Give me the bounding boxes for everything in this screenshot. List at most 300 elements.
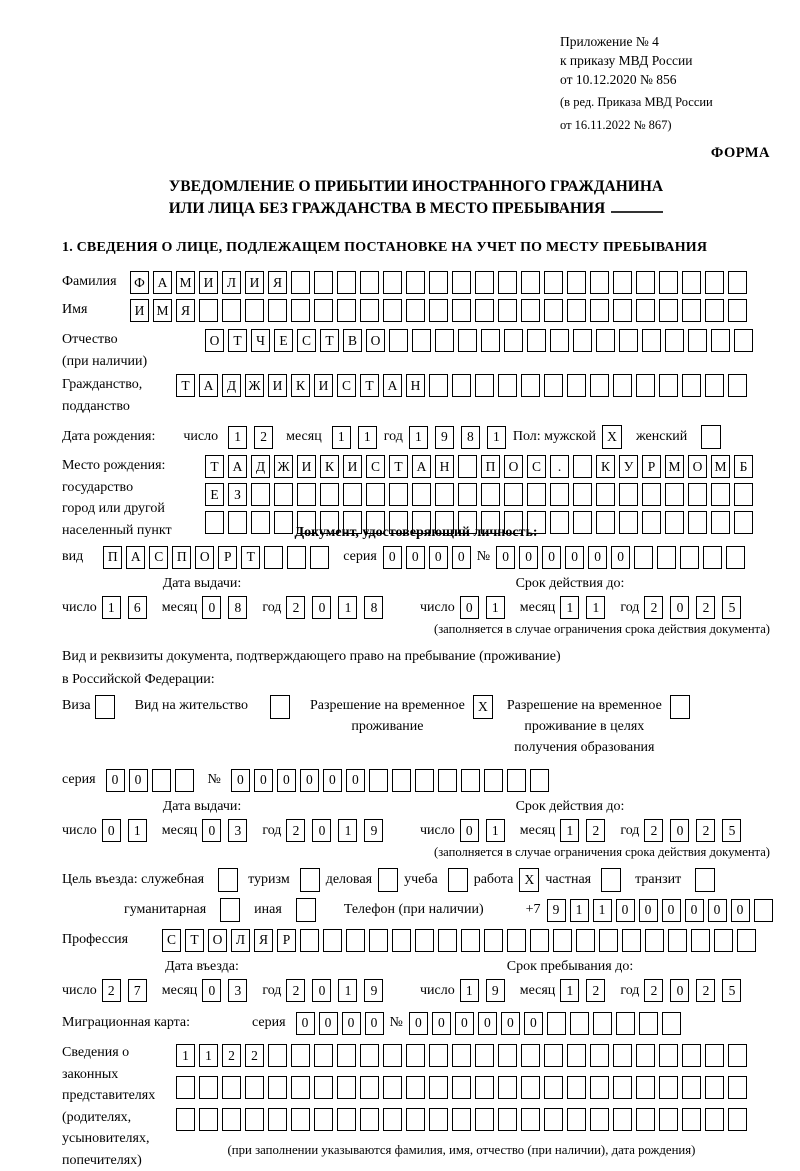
patronymic-cell[interactable]: Т xyxy=(320,329,339,352)
representatives-row1-cell[interactable]: 1 xyxy=(199,1044,218,1067)
name-cell[interactable] xyxy=(659,299,678,322)
citizenship-cell[interactable]: Т xyxy=(360,374,379,397)
entry-year-cell[interactable]: 0 xyxy=(312,979,331,1002)
permit-number-cell[interactable] xyxy=(392,769,411,792)
citizenship-cell[interactable]: И xyxy=(268,374,287,397)
profession-cell[interactable] xyxy=(415,929,434,952)
permit-issue-month-cell[interactable]: 3 xyxy=(228,819,247,842)
permit-series-cell[interactable] xyxy=(175,769,194,792)
doc-valid-day-cell[interactable]: 0 xyxy=(460,596,479,619)
citizenship-cell[interactable]: А xyxy=(383,374,402,397)
representatives-row3-cell[interactable] xyxy=(314,1108,333,1131)
citizenship-cell[interactable]: Н xyxy=(406,374,425,397)
name-cell[interactable] xyxy=(291,299,310,322)
citizenship-cell[interactable] xyxy=(590,374,609,397)
representatives-row2-cell[interactable] xyxy=(728,1076,747,1099)
phone-cell[interactable]: 0 xyxy=(708,899,727,922)
name-cell[interactable] xyxy=(521,299,540,322)
representatives-row2-cell[interactable] xyxy=(360,1076,379,1099)
surname-cell[interactable] xyxy=(728,271,747,294)
name-cell[interactable] xyxy=(705,299,724,322)
doc-valid-year-cell[interactable]: 2 xyxy=(696,596,715,619)
permit-valid-year-cell[interactable]: 2 xyxy=(696,819,715,842)
representatives-row1-cell[interactable] xyxy=(590,1044,609,1067)
birth-place-row1-cell[interactable]: С xyxy=(366,455,385,478)
profession-cell[interactable] xyxy=(599,929,618,952)
permit-number-cell[interactable]: 0 xyxy=(254,769,273,792)
doc-series-cell[interactable]: 0 xyxy=(406,546,425,569)
representatives-row2-cell[interactable] xyxy=(383,1076,402,1099)
birth-place-row1-cell[interactable]: У xyxy=(619,455,638,478)
representatives-row2-cell[interactable] xyxy=(176,1076,195,1099)
citizenship-cell[interactable]: А xyxy=(199,374,218,397)
permit-number-cell[interactable] xyxy=(415,769,434,792)
representatives-row2-cell[interactable] xyxy=(406,1076,425,1099)
representatives-row1-cell[interactable] xyxy=(728,1044,747,1067)
birth-place-row1-cell[interactable]: Т xyxy=(389,455,408,478)
birth-place-row3-cell[interactable] xyxy=(274,511,293,534)
doc-type-cell[interactable] xyxy=(264,546,283,569)
doc-number-cell[interactable] xyxy=(634,546,653,569)
permit-series-cell[interactable]: 0 xyxy=(129,769,148,792)
citizenship-cell[interactable] xyxy=(475,374,494,397)
citizenship-cell[interactable] xyxy=(636,374,655,397)
citizenship-cell[interactable] xyxy=(659,374,678,397)
profession-cell[interactable] xyxy=(438,929,457,952)
surname-cell[interactable] xyxy=(705,271,724,294)
birth-place-row3-cell[interactable] xyxy=(573,511,592,534)
name-cell[interactable] xyxy=(314,299,333,322)
representatives-row2-cell[interactable] xyxy=(337,1076,356,1099)
patronymic-cell[interactable] xyxy=(619,329,638,352)
birth-place-row1-cell[interactable] xyxy=(573,455,592,478)
profession-cell[interactable] xyxy=(737,929,756,952)
representatives-row3-cell[interactable] xyxy=(452,1108,471,1131)
name-cell[interactable] xyxy=(452,299,471,322)
birth-place-row1-cell[interactable]: К xyxy=(320,455,339,478)
birth-place-row3-cell[interactable] xyxy=(665,511,684,534)
representatives-row1-cell[interactable]: 2 xyxy=(245,1044,264,1067)
citizenship-cell[interactable]: Ж xyxy=(245,374,264,397)
permit-valid-year-cell[interactable]: 5 xyxy=(722,819,741,842)
representatives-row1-cell[interactable] xyxy=(429,1044,448,1067)
birth-place-row2-cell[interactable]: Е xyxy=(205,483,224,506)
birth-place-row1-cell[interactable]: И xyxy=(297,455,316,478)
entry-month-cell[interactable]: 3 xyxy=(228,979,247,1002)
patronymic-cell[interactable]: О xyxy=(205,329,224,352)
surname-cell[interactable] xyxy=(544,271,563,294)
phone-cell[interactable]: 0 xyxy=(685,899,704,922)
doc-type-cell[interactable]: Т xyxy=(241,546,260,569)
representatives-row1-cell[interactable] xyxy=(360,1044,379,1067)
purpose-tourism-cell[interactable] xyxy=(300,868,320,892)
representatives-row1-cell[interactable] xyxy=(383,1044,402,1067)
patronymic-cell[interactable]: О xyxy=(366,329,385,352)
representatives-row3-cell[interactable] xyxy=(176,1108,195,1131)
citizenship-cell[interactable] xyxy=(521,374,540,397)
profession-cell[interactable]: Л xyxy=(231,929,250,952)
name-cell[interactable] xyxy=(245,299,264,322)
citizenship-cell[interactable] xyxy=(429,374,448,397)
doc-valid-year-cell[interactable]: 2 xyxy=(644,596,663,619)
profession-cell[interactable] xyxy=(484,929,503,952)
permit-number-cell[interactable] xyxy=(461,769,480,792)
representatives-row3-cell[interactable] xyxy=(383,1108,402,1131)
doc-issue-day-cell[interactable]: 6 xyxy=(128,596,147,619)
birth-place-row2-cell[interactable] xyxy=(665,483,684,506)
residence-permit-cell[interactable] xyxy=(270,695,290,719)
representatives-row3-cell[interactable] xyxy=(636,1108,655,1131)
profession-cell[interactable]: Я xyxy=(254,929,273,952)
birth-place-row3-cell[interactable] xyxy=(688,511,707,534)
doc-series-cell[interactable]: 0 xyxy=(383,546,402,569)
birth-place-row3-cell[interactable] xyxy=(228,511,247,534)
stay-month-cell[interactable]: 2 xyxy=(586,979,605,1002)
profession-cell[interactable]: Р xyxy=(277,929,296,952)
surname-cell[interactable]: И xyxy=(245,271,264,294)
birth-place-row1-cell[interactable]: О xyxy=(688,455,707,478)
sex-male-cell[interactable]: X xyxy=(602,425,622,449)
birth-place-row2-cell[interactable] xyxy=(504,483,523,506)
entry-year-cell[interactable]: 1 xyxy=(338,979,357,1002)
profession-cell[interactable] xyxy=(346,929,365,952)
migcard-number-cell[interactable] xyxy=(593,1012,612,1035)
surname-cell[interactable]: А xyxy=(153,271,172,294)
representatives-row1-cell[interactable] xyxy=(613,1044,632,1067)
doc-issue-year-cell[interactable]: 8 xyxy=(364,596,383,619)
representatives-row1-cell[interactable] xyxy=(498,1044,517,1067)
profession-cell[interactable] xyxy=(622,929,641,952)
representatives-row1-cell[interactable] xyxy=(636,1044,655,1067)
surname-cell[interactable] xyxy=(475,271,494,294)
birth-place-row2-cell[interactable] xyxy=(389,483,408,506)
doc-type-cell[interactable]: А xyxy=(126,546,145,569)
phone-cell[interactable]: 0 xyxy=(731,899,750,922)
entry-day-cell[interactable]: 7 xyxy=(128,979,147,1002)
phone-cell[interactable]: 1 xyxy=(570,899,589,922)
phone-cell[interactable]: 9 xyxy=(547,899,566,922)
name-cell[interactable]: Я xyxy=(176,299,195,322)
doc-type-cell[interactable] xyxy=(310,546,329,569)
citizenship-cell[interactable]: И xyxy=(314,374,333,397)
phone-cell[interactable]: 0 xyxy=(639,899,658,922)
permit-issue-year-cell[interactable]: 1 xyxy=(338,819,357,842)
doc-issue-year-cell[interactable]: 2 xyxy=(286,596,305,619)
patronymic-cell[interactable]: В xyxy=(343,329,362,352)
name-cell[interactable] xyxy=(728,299,747,322)
name-cell[interactable] xyxy=(268,299,287,322)
surname-cell[interactable] xyxy=(360,271,379,294)
patronymic-cell[interactable]: Е xyxy=(274,329,293,352)
birth-place-row1-cell[interactable]: О xyxy=(504,455,523,478)
phone-cell[interactable]: 0 xyxy=(662,899,681,922)
dob-year-cell[interactable]: 1 xyxy=(409,426,428,449)
surname-cell[interactable]: Л xyxy=(222,271,241,294)
birth-place-row1-cell[interactable] xyxy=(458,455,477,478)
dob-month-cell[interactable]: 1 xyxy=(358,426,377,449)
surname-cell[interactable]: Я xyxy=(268,271,287,294)
permit-issue-year-cell[interactable]: 2 xyxy=(286,819,305,842)
birth-place-row1-cell[interactable]: А xyxy=(228,455,247,478)
citizenship-cell[interactable] xyxy=(613,374,632,397)
doc-issue-year-cell[interactable]: 1 xyxy=(338,596,357,619)
doc-valid-month-cell[interactable]: 1 xyxy=(560,596,579,619)
birth-place-row1-cell[interactable]: Н xyxy=(435,455,454,478)
representatives-row2-cell[interactable] xyxy=(613,1076,632,1099)
name-cell[interactable] xyxy=(544,299,563,322)
permit-number-cell[interactable]: 0 xyxy=(231,769,250,792)
birth-place-row1-cell[interactable]: Б xyxy=(734,455,753,478)
doc-number-cell[interactable] xyxy=(703,546,722,569)
birth-place-row2-cell[interactable] xyxy=(527,483,546,506)
profession-cell[interactable] xyxy=(576,929,595,952)
patronymic-cell[interactable] xyxy=(389,329,408,352)
birth-place-row1-cell[interactable]: М xyxy=(711,455,730,478)
representatives-row1-cell[interactable] xyxy=(268,1044,287,1067)
birth-place-row2-cell[interactable] xyxy=(619,483,638,506)
migcard-number-cell[interactable] xyxy=(616,1012,635,1035)
birth-place-row1-cell[interactable]: К xyxy=(596,455,615,478)
representatives-row3-cell[interactable] xyxy=(682,1108,701,1131)
representatives-row3-cell[interactable] xyxy=(475,1108,494,1131)
patronymic-cell[interactable] xyxy=(688,329,707,352)
representatives-row1-cell[interactable] xyxy=(291,1044,310,1067)
representatives-row2-cell[interactable] xyxy=(268,1076,287,1099)
patronymic-cell[interactable] xyxy=(734,329,753,352)
permit-series-cell[interactable] xyxy=(152,769,171,792)
representatives-row3-cell[interactable] xyxy=(567,1108,586,1131)
surname-cell[interactable] xyxy=(590,271,609,294)
profession-cell[interactable] xyxy=(461,929,480,952)
profession-cell[interactable] xyxy=(553,929,572,952)
citizenship-cell[interactable] xyxy=(728,374,747,397)
permit-issue-month-cell[interactable]: 0 xyxy=(202,819,221,842)
migcard-number-cell[interactable] xyxy=(639,1012,658,1035)
migcard-number-cell[interactable]: 0 xyxy=(478,1012,497,1035)
citizenship-cell[interactable] xyxy=(705,374,724,397)
surname-cell[interactable] xyxy=(337,271,356,294)
dob-year-cell[interactable]: 1 xyxy=(487,426,506,449)
permit-valid-day-cell[interactable]: 0 xyxy=(460,819,479,842)
representatives-row3-cell[interactable] xyxy=(498,1108,517,1131)
representatives-row2-cell[interactable] xyxy=(475,1076,494,1099)
doc-number-cell[interactable] xyxy=(680,546,699,569)
profession-cell[interactable] xyxy=(507,929,526,952)
surname-cell[interactable]: И xyxy=(199,271,218,294)
patronymic-cell[interactable] xyxy=(642,329,661,352)
name-cell[interactable] xyxy=(682,299,701,322)
doc-number-cell[interactable]: 0 xyxy=(542,546,561,569)
surname-cell[interactable] xyxy=(636,271,655,294)
profession-cell[interactable]: Т xyxy=(185,929,204,952)
doc-valid-day-cell[interactable]: 1 xyxy=(486,596,505,619)
purpose-transit-cell[interactable] xyxy=(695,868,715,892)
citizenship-cell[interactable]: С xyxy=(337,374,356,397)
doc-issue-month-cell[interactable]: 8 xyxy=(228,596,247,619)
phone-cell[interactable]: 0 xyxy=(616,899,635,922)
profession-cell[interactable] xyxy=(300,929,319,952)
migcard-number-cell[interactable]: 0 xyxy=(432,1012,451,1035)
dob-year-cell[interactable]: 9 xyxy=(435,426,454,449)
name-cell[interactable] xyxy=(498,299,517,322)
name-cell[interactable]: И xyxy=(130,299,149,322)
citizenship-cell[interactable] xyxy=(452,374,471,397)
birth-place-row3-cell[interactable] xyxy=(550,511,569,534)
permit-series-cell[interactable]: 0 xyxy=(106,769,125,792)
name-cell[interactable] xyxy=(337,299,356,322)
permit-issue-day-cell[interactable]: 0 xyxy=(102,819,121,842)
birth-place-row3-cell[interactable] xyxy=(711,511,730,534)
birth-place-row1-cell[interactable]: Д xyxy=(251,455,270,478)
permit-number-cell[interactable] xyxy=(369,769,388,792)
phone-cell[interactable] xyxy=(754,899,773,922)
doc-number-cell[interactable] xyxy=(726,546,745,569)
dob-day-cell[interactable]: 1 xyxy=(228,426,247,449)
patronymic-cell[interactable] xyxy=(596,329,615,352)
representatives-row1-cell[interactable] xyxy=(705,1044,724,1067)
representatives-row1-cell[interactable] xyxy=(314,1044,333,1067)
stay-year-cell[interactable]: 2 xyxy=(696,979,715,1002)
profession-cell[interactable] xyxy=(668,929,687,952)
birth-place-row2-cell[interactable] xyxy=(458,483,477,506)
representatives-row1-cell[interactable] xyxy=(567,1044,586,1067)
doc-number-cell[interactable]: 0 xyxy=(496,546,515,569)
stay-year-cell[interactable]: 0 xyxy=(670,979,689,1002)
profession-cell[interactable] xyxy=(714,929,733,952)
representatives-row3-cell[interactable] xyxy=(613,1108,632,1131)
entry-day-cell[interactable]: 2 xyxy=(102,979,121,1002)
birth-place-row1-cell[interactable]: . xyxy=(550,455,569,478)
representatives-row2-cell[interactable] xyxy=(544,1076,563,1099)
surname-cell[interactable] xyxy=(498,271,517,294)
migcard-number-cell[interactable] xyxy=(570,1012,589,1035)
profession-cell[interactable] xyxy=(392,929,411,952)
name-cell[interactable] xyxy=(406,299,425,322)
permit-valid-year-cell[interactable]: 0 xyxy=(670,819,689,842)
representatives-row2-cell[interactable] xyxy=(567,1076,586,1099)
migcard-number-cell[interactable]: 0 xyxy=(524,1012,543,1035)
representatives-row1-cell[interactable] xyxy=(682,1044,701,1067)
temp-permit-edu-cell[interactable] xyxy=(670,695,690,719)
representatives-row3-cell[interactable] xyxy=(728,1108,747,1131)
doc-type-cell[interactable]: Р xyxy=(218,546,237,569)
representatives-row2-cell[interactable] xyxy=(291,1076,310,1099)
name-cell[interactable] xyxy=(360,299,379,322)
dob-day-cell[interactable]: 2 xyxy=(254,426,273,449)
representatives-row1-cell[interactable] xyxy=(521,1044,540,1067)
entry-month-cell[interactable]: 0 xyxy=(202,979,221,1002)
stay-day-cell[interactable]: 1 xyxy=(460,979,479,1002)
representatives-row3-cell[interactable] xyxy=(245,1108,264,1131)
citizenship-cell[interactable]: Д xyxy=(222,374,241,397)
birth-place-row2-cell[interactable] xyxy=(435,483,454,506)
birth-place-row3-cell[interactable] xyxy=(596,511,615,534)
representatives-row1-cell[interactable]: 2 xyxy=(222,1044,241,1067)
stay-year-cell[interactable]: 5 xyxy=(722,979,741,1002)
representatives-row3-cell[interactable] xyxy=(544,1108,563,1131)
doc-series-cell[interactable]: 0 xyxy=(452,546,471,569)
doc-number-cell[interactable] xyxy=(657,546,676,569)
birth-place-row3-cell[interactable] xyxy=(734,511,753,534)
patronymic-cell[interactable]: С xyxy=(297,329,316,352)
permit-number-cell[interactable]: 0 xyxy=(300,769,319,792)
permit-issue-year-cell[interactable]: 9 xyxy=(364,819,383,842)
doc-issue-year-cell[interactable]: 0 xyxy=(312,596,331,619)
representatives-row3-cell[interactable] xyxy=(337,1108,356,1131)
patronymic-cell[interactable] xyxy=(527,329,546,352)
birth-place-row3-cell[interactable] xyxy=(619,511,638,534)
surname-cell[interactable] xyxy=(567,271,586,294)
birth-place-row2-cell[interactable] xyxy=(366,483,385,506)
citizenship-cell[interactable]: Т xyxy=(176,374,195,397)
representatives-row1-cell[interactable]: 1 xyxy=(176,1044,195,1067)
doc-type-cell[interactable]: П xyxy=(103,546,122,569)
birth-place-row1-cell[interactable]: С xyxy=(527,455,546,478)
representatives-row1-cell[interactable] xyxy=(337,1044,356,1067)
surname-cell[interactable] xyxy=(613,271,632,294)
surname-cell[interactable]: Ф xyxy=(130,271,149,294)
birth-place-row3-cell[interactable] xyxy=(642,511,661,534)
stay-month-cell[interactable]: 1 xyxy=(560,979,579,1002)
name-cell[interactable] xyxy=(429,299,448,322)
name-cell[interactable]: М xyxy=(153,299,172,322)
birth-place-row1-cell[interactable]: М xyxy=(665,455,684,478)
representatives-row2-cell[interactable] xyxy=(199,1076,218,1099)
migcard-number-cell[interactable]: 0 xyxy=(455,1012,474,1035)
permit-issue-year-cell[interactable]: 0 xyxy=(312,819,331,842)
permit-valid-month-cell[interactable]: 2 xyxy=(586,819,605,842)
birth-place-row2-cell[interactable] xyxy=(711,483,730,506)
stay-year-cell[interactable]: 2 xyxy=(644,979,663,1002)
entry-year-cell[interactable]: 2 xyxy=(286,979,305,1002)
name-cell[interactable] xyxy=(567,299,586,322)
representatives-row1-cell[interactable] xyxy=(452,1044,471,1067)
purpose-humanitarian-cell[interactable] xyxy=(220,898,240,922)
representatives-row2-cell[interactable] xyxy=(705,1076,724,1099)
surname-cell[interactable] xyxy=(682,271,701,294)
representatives-row2-cell[interactable] xyxy=(314,1076,333,1099)
surname-cell[interactable]: М xyxy=(176,271,195,294)
patronymic-cell[interactable] xyxy=(412,329,431,352)
patronymic-cell[interactable] xyxy=(550,329,569,352)
representatives-row1-cell[interactable] xyxy=(659,1044,678,1067)
patronymic-cell[interactable] xyxy=(504,329,523,352)
profession-cell[interactable]: О xyxy=(208,929,227,952)
surname-cell[interactable] xyxy=(452,271,471,294)
doc-issue-day-cell[interactable]: 1 xyxy=(102,596,121,619)
birth-place-row2-cell[interactable] xyxy=(297,483,316,506)
representatives-row3-cell[interactable] xyxy=(659,1108,678,1131)
name-cell[interactable] xyxy=(383,299,402,322)
citizenship-cell[interactable] xyxy=(682,374,701,397)
birth-place-row1-cell[interactable]: Ж xyxy=(274,455,293,478)
doc-number-cell[interactable]: 0 xyxy=(611,546,630,569)
doc-type-cell[interactable] xyxy=(287,546,306,569)
permit-valid-day-cell[interactable]: 1 xyxy=(486,819,505,842)
representatives-row2-cell[interactable] xyxy=(429,1076,448,1099)
phone-cell[interactable]: 1 xyxy=(593,899,612,922)
birth-place-row2-cell[interactable] xyxy=(550,483,569,506)
sex-female-cell[interactable] xyxy=(701,425,721,449)
doc-number-cell[interactable]: 0 xyxy=(519,546,538,569)
patronymic-cell[interactable] xyxy=(435,329,454,352)
surname-cell[interactable] xyxy=(406,271,425,294)
name-cell[interactable] xyxy=(613,299,632,322)
doc-number-cell[interactable]: 0 xyxy=(565,546,584,569)
name-cell[interactable] xyxy=(636,299,655,322)
representatives-row3-cell[interactable] xyxy=(268,1108,287,1131)
birth-place-row2-cell[interactable] xyxy=(596,483,615,506)
